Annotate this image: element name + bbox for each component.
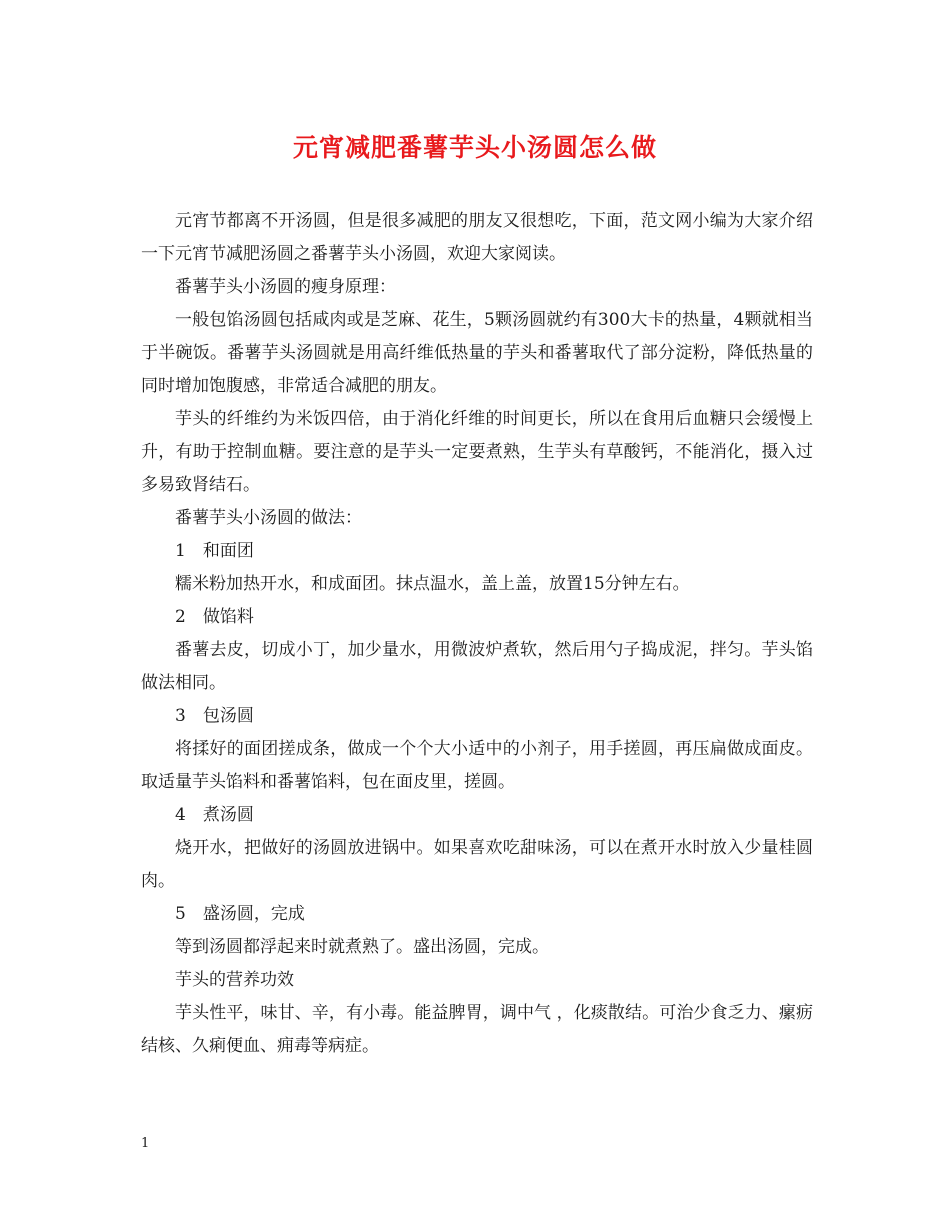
section-heading-nutrition: 芋头的营养功效 [175, 970, 294, 990]
step-heading: 2 做馅料 [175, 607, 254, 627]
section-heading-method: 番薯芋头小汤圆的做法： [175, 508, 362, 528]
step-paragraph: 等到汤圆都浮起来时就煮熟了。盛出汤圆，完成。 [175, 937, 549, 957]
step-paragraph: 糯米粉加热开水，和成面团。抹点温水，盖上盖，放置15分钟左右。 [175, 574, 690, 594]
step-paragraph: 将揉好的面团搓成条，做成一个个大小适中的小剂子，用手搓圆，再压扁做成面皮。取适量芋头馅料和番薯馅料，包在面皮里，搓圆。 [141, 739, 813, 792]
step-heading: 1 和面团 [175, 541, 254, 561]
document-title: 元宵减肥番薯芋头小汤圆怎么做 [292, 133, 657, 162]
intro-paragraph: 元宵节都离不开汤圆，但是很多减肥的朋友又很想吃，下面，范文网小编为大家介绍一下元宵节减肥汤圆之番薯芋头小汤圆，欢迎大家阅读。 [141, 211, 813, 264]
section-heading-principle: 番薯芋头小汤圆的瘦身原理： [175, 277, 396, 297]
body-paragraph: 芋头性平，味甘、辛，有小毒。能益脾胃，调中气 ，化痰散结。可治少食乏力、瘰疬结核、久痢便血、痈毒等病症。 [141, 1003, 813, 1056]
step-paragraph: 烧开水，把做好的汤圆放进锅中。如果喜欢吃甜味汤，可以在煮开水时放入少量桂圆肉。 [141, 838, 813, 891]
step-heading: 3 包汤圆 [175, 706, 254, 726]
step-paragraph: 番薯去皮，切成小丁，加少量水，用微波炉煮软，然后用勺子捣成泥，拌匀。芋头馅做法相同。 [141, 640, 813, 693]
body-paragraph: 芋头的纤维约为米饭四倍，由于消化纤维的时间更长，所以在食用后血糖只会缓慢上升，有助于控制血糖。要注意的是芋头一定要煮熟，生芋头有草酸钙，不能消化，摄入过多易致肾结石。 [141, 409, 813, 495]
step-heading: 4 煮汤圆 [175, 805, 254, 825]
document-body [141, 205, 813, 1063]
step-heading: 5 盛汤圆，完成 [175, 904, 305, 924]
body-paragraph: 一般包馅汤圆包括咸肉或是芝麻、花生，5颗汤圆就约有300大卡的热量，4颗就相当于半碗饭。番薯芋头汤圆就是用高纤维低热量的芋头和番薯取代了部分淀粉，降低热量的同时增加饱腹感，非常适合减肥的朋友。 [141, 310, 813, 396]
page-number: 1 [141, 1136, 150, 1151]
